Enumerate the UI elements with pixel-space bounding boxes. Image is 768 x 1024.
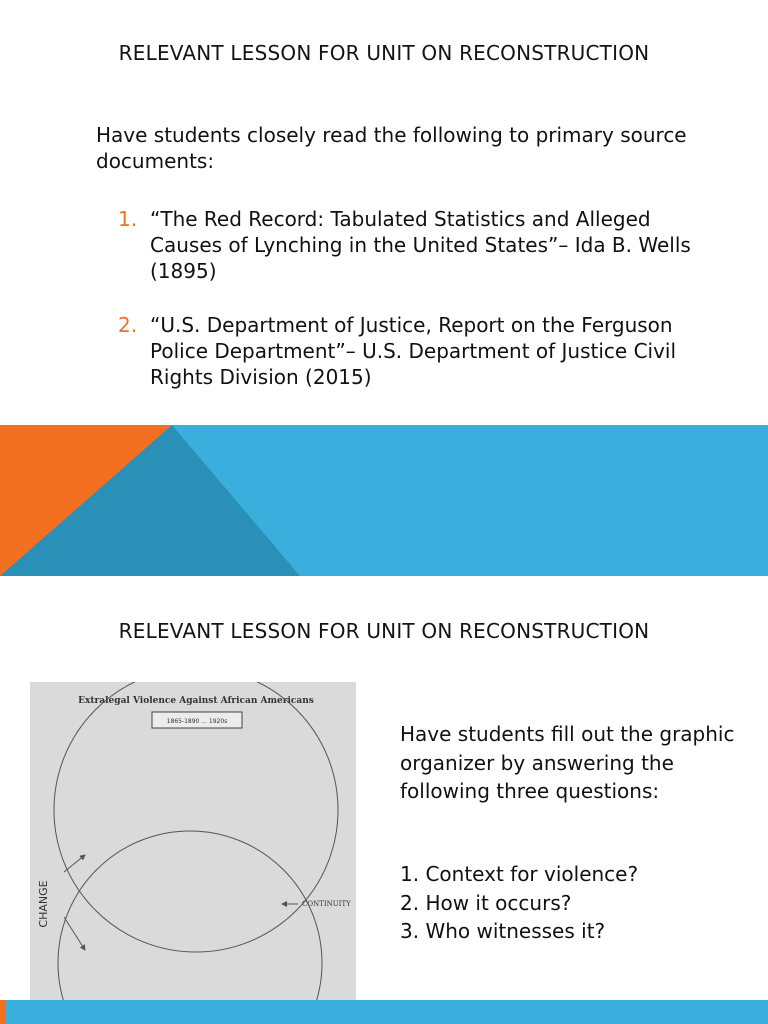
list-number: 1. — [118, 207, 138, 231]
slide-1-intro: Have students closely read the following to primary source documents: — [96, 123, 687, 173]
slide-2-title: RELEVANT LESSON FOR UNIT ON RECONSTRUCTION — [118, 619, 650, 643]
organizer-dates: 1865-1890 ... 1920s — [166, 718, 228, 725]
list-number: 2. — [118, 313, 138, 337]
graphic-organizer-image — [30, 682, 356, 1024]
list-item — [118, 312, 698, 390]
organizer-background — [30, 682, 356, 1024]
continuity-label: CONTINUITY — [302, 900, 351, 908]
organizer-heading: Extralegal Violence Against African Americans — [78, 696, 314, 706]
list-item-text: “U.S. Department of Justice, Report on the Ferguson Police Department”– U.S. Department of Justice Civil Rights Division (2015) — [150, 313, 677, 389]
strip-orange — [0, 1000, 6, 1024]
strip-blue — [0, 1000, 768, 1024]
organizer-instructions: Have students fill out the graphic organizer by answering the following three questions: — [400, 722, 735, 803]
change-label: CHANGE — [37, 880, 50, 928]
decorative-band — [0, 425, 768, 576]
slide-2 — [0, 576, 768, 1024]
list-item: 2. How it occurs? — [400, 890, 572, 915]
list-item: 3. Who witnesses it? — [400, 919, 606, 943]
question-list — [400, 860, 740, 946]
document-list — [118, 206, 698, 390]
list-item: 1. Context for violence? — [400, 862, 639, 886]
list-item — [118, 206, 698, 284]
slide-1 — [0, 0, 768, 425]
slide-1-title: RELEVANT LESSON FOR UNIT ON RECONSTRUCTION — [118, 41, 650, 65]
list-item-text: “The Red Record: Tabulated Statistics and Alleged Causes of Lynching in the United States”– Ida B. Wells (1895) — [150, 207, 691, 283]
bottom-decorative-strip — [0, 1000, 768, 1024]
